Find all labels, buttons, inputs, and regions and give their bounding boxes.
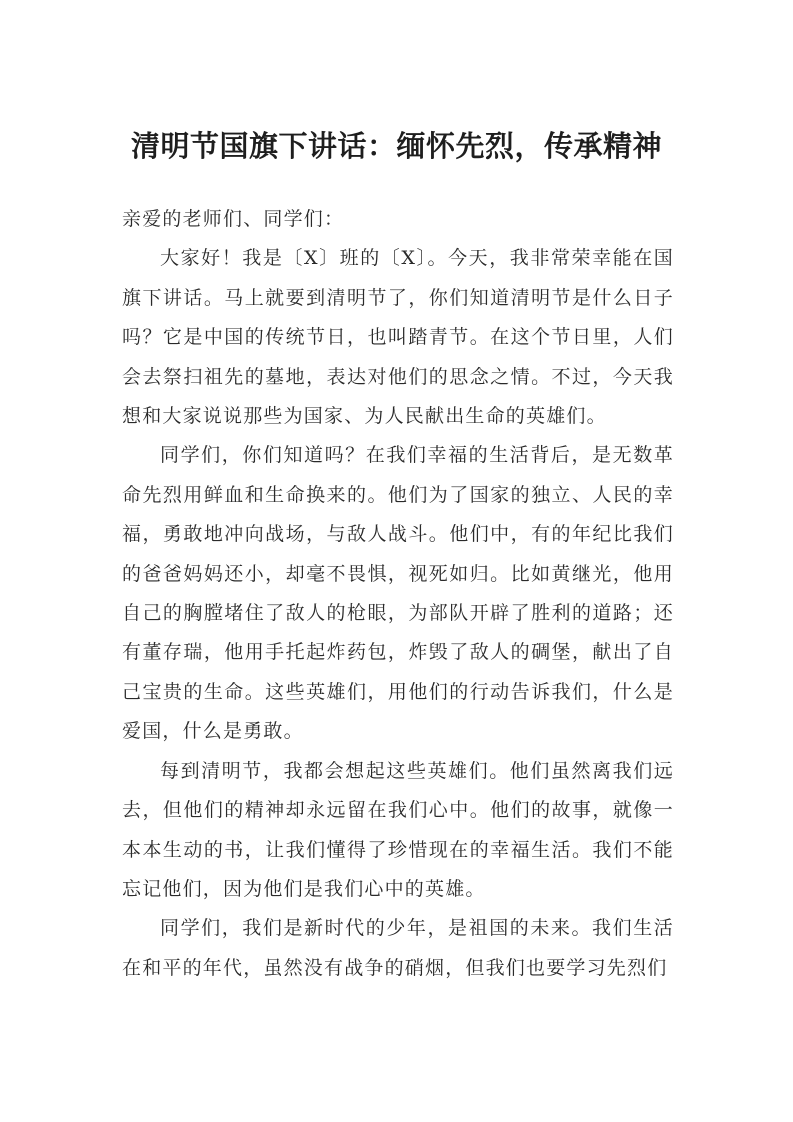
document-body <box>122 200 674 988</box>
document-title: 清明节国旗下讲话：缅怀先烈，传承精神 <box>130 129 662 163</box>
paragraph-1: 大家好！我是〔X〕班的〔X〕。今天，我非常荣幸能在国旗下讲话。马上就要到清明节了，你们知道清明节是什么日子吗？它是中国的传统节日，也叫踏青节。在这个节日里，人们会去祭扫祖先的墓地，表达对他们的思念之情。不过，今天我想和大家说说那些为国家、为人民献出生命的英雄们。 <box>122 247 674 428</box>
salutation: 亲爱的老师们、同学们： <box>122 208 345 230</box>
paragraph-4: 同学们，我们是新时代的少年，是祖国的未来。我们生活在和平的年代，虽然没有战争的硝烟，但我们也要学习先烈们 <box>122 917 674 979</box>
paragraph-3: 每到清明节，我都会想起这些英雄们。他们虽然离我们远去，但他们的精神却永远留在我们心中。他们的故事，就像一本本生动的书，让我们懂得了珍惜现在的幸福生活。我们不能忘记他们，因为他们是我们心中的英雄。 <box>122 759 674 900</box>
paragraph-2: 同学们，你们知道吗？在我们幸福的生活背后，是无数革命先烈用鲜血和生命换来的。他们为了国家的独立、人民的幸福，勇敢地冲向战场，与敌人战斗。他们中，有的年纪比我们的爸爸妈妈还小，却毫不畏惧，视死如归。比如黄继光，他用自己的胸膛堵住了敌人的枪眼，为部队开辟了胜利的道路；还有董存瑞，他用手托起炸药包，炸毁了敌人的碉堡，献出了自己宝贵的生命。这些英雄们，用他们的行动告诉我们，什么是爱国，什么是勇敢。 <box>122 444 674 743</box>
